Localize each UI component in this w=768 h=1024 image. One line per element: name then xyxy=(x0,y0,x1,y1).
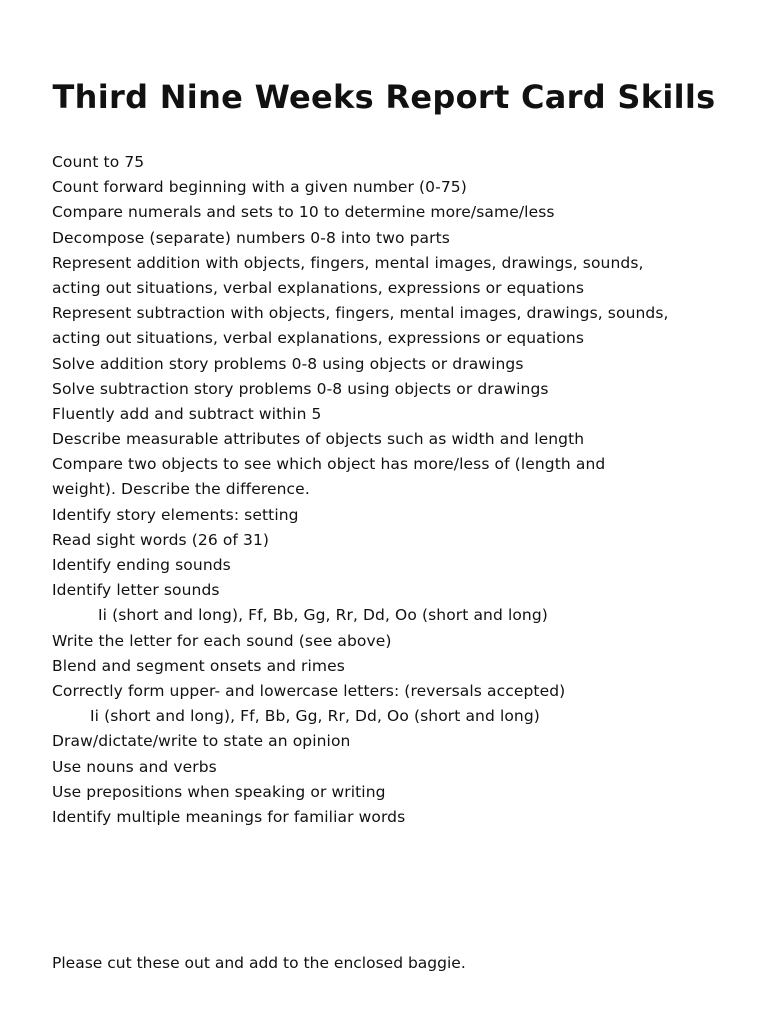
skill-line: acting out situations, verbal explanations, expressions or equations xyxy=(52,278,585,297)
skill-line: Count forward beginning with a given number (0-75) xyxy=(52,178,467,197)
skill-line: Correctly form upper- and lowercase letters: (reversals accepted) xyxy=(52,681,566,700)
skill-line: Identify letter sounds xyxy=(52,581,220,600)
skill-line: Decompose (separate) numbers 0-8 into two parts xyxy=(52,228,450,247)
skill-line: Identify ending sounds xyxy=(52,556,231,574)
skill-line: Represent addition with objects, fingers, mental images, drawings, sounds, xyxy=(52,253,644,272)
skills-list xyxy=(52,150,752,830)
skill-line: Blend and segment onsets and rimes xyxy=(52,656,345,675)
skill-line: Represent subtraction with objects, fingers, mental images, drawings, sounds, xyxy=(52,304,669,323)
skill-line: Compare numerals and sets to 10 to determine more/same/less xyxy=(52,203,555,222)
skill-line: Identify multiple meanings for familiar words xyxy=(52,807,406,826)
skill-line: Draw/dictate/write to state an opinion xyxy=(52,732,351,751)
skill-line: Use prepositions when speaking or writing xyxy=(52,782,386,801)
footer-note: Please cut these out and add to the enclosed baggie. xyxy=(52,954,466,972)
skill-line: Identify story elements: setting xyxy=(52,505,299,524)
skill-line: Describe measurable attributes of objects such as width and length xyxy=(52,430,585,449)
skill-line: Solve subtraction story problems 0-8 using objects or drawings xyxy=(52,379,549,398)
skill-line: Write the letter for each sound (see above) xyxy=(52,631,392,650)
page-title: Third Nine Weeks Report Card Skills xyxy=(52,78,716,116)
skill-line: Compare two objects to see which object has more/less of (length and xyxy=(52,455,606,474)
skill-line: Read sight words (26 of 31) xyxy=(52,530,270,549)
skill-line: acting out situations, verbal explanations, expressions or equations xyxy=(52,329,585,348)
skill-line: Fluently add and subtract within 5 xyxy=(52,404,322,423)
skill-line: Use nouns and verbs xyxy=(52,757,217,776)
skill-line: Count to 75 xyxy=(52,153,145,171)
skill-line: weight). Describe the difference. xyxy=(52,480,310,499)
skill-subline: Ii (short and long), Ff, Bb, Gg, Rr, Dd, Oo (short and long) xyxy=(90,707,540,726)
skill-line: Solve addition story problems 0-8 using objects or drawings xyxy=(52,354,524,373)
skill-subline: Ii (short and long), Ff, Bb, Gg, Rr, Dd, Oo (short and long) xyxy=(98,606,548,625)
